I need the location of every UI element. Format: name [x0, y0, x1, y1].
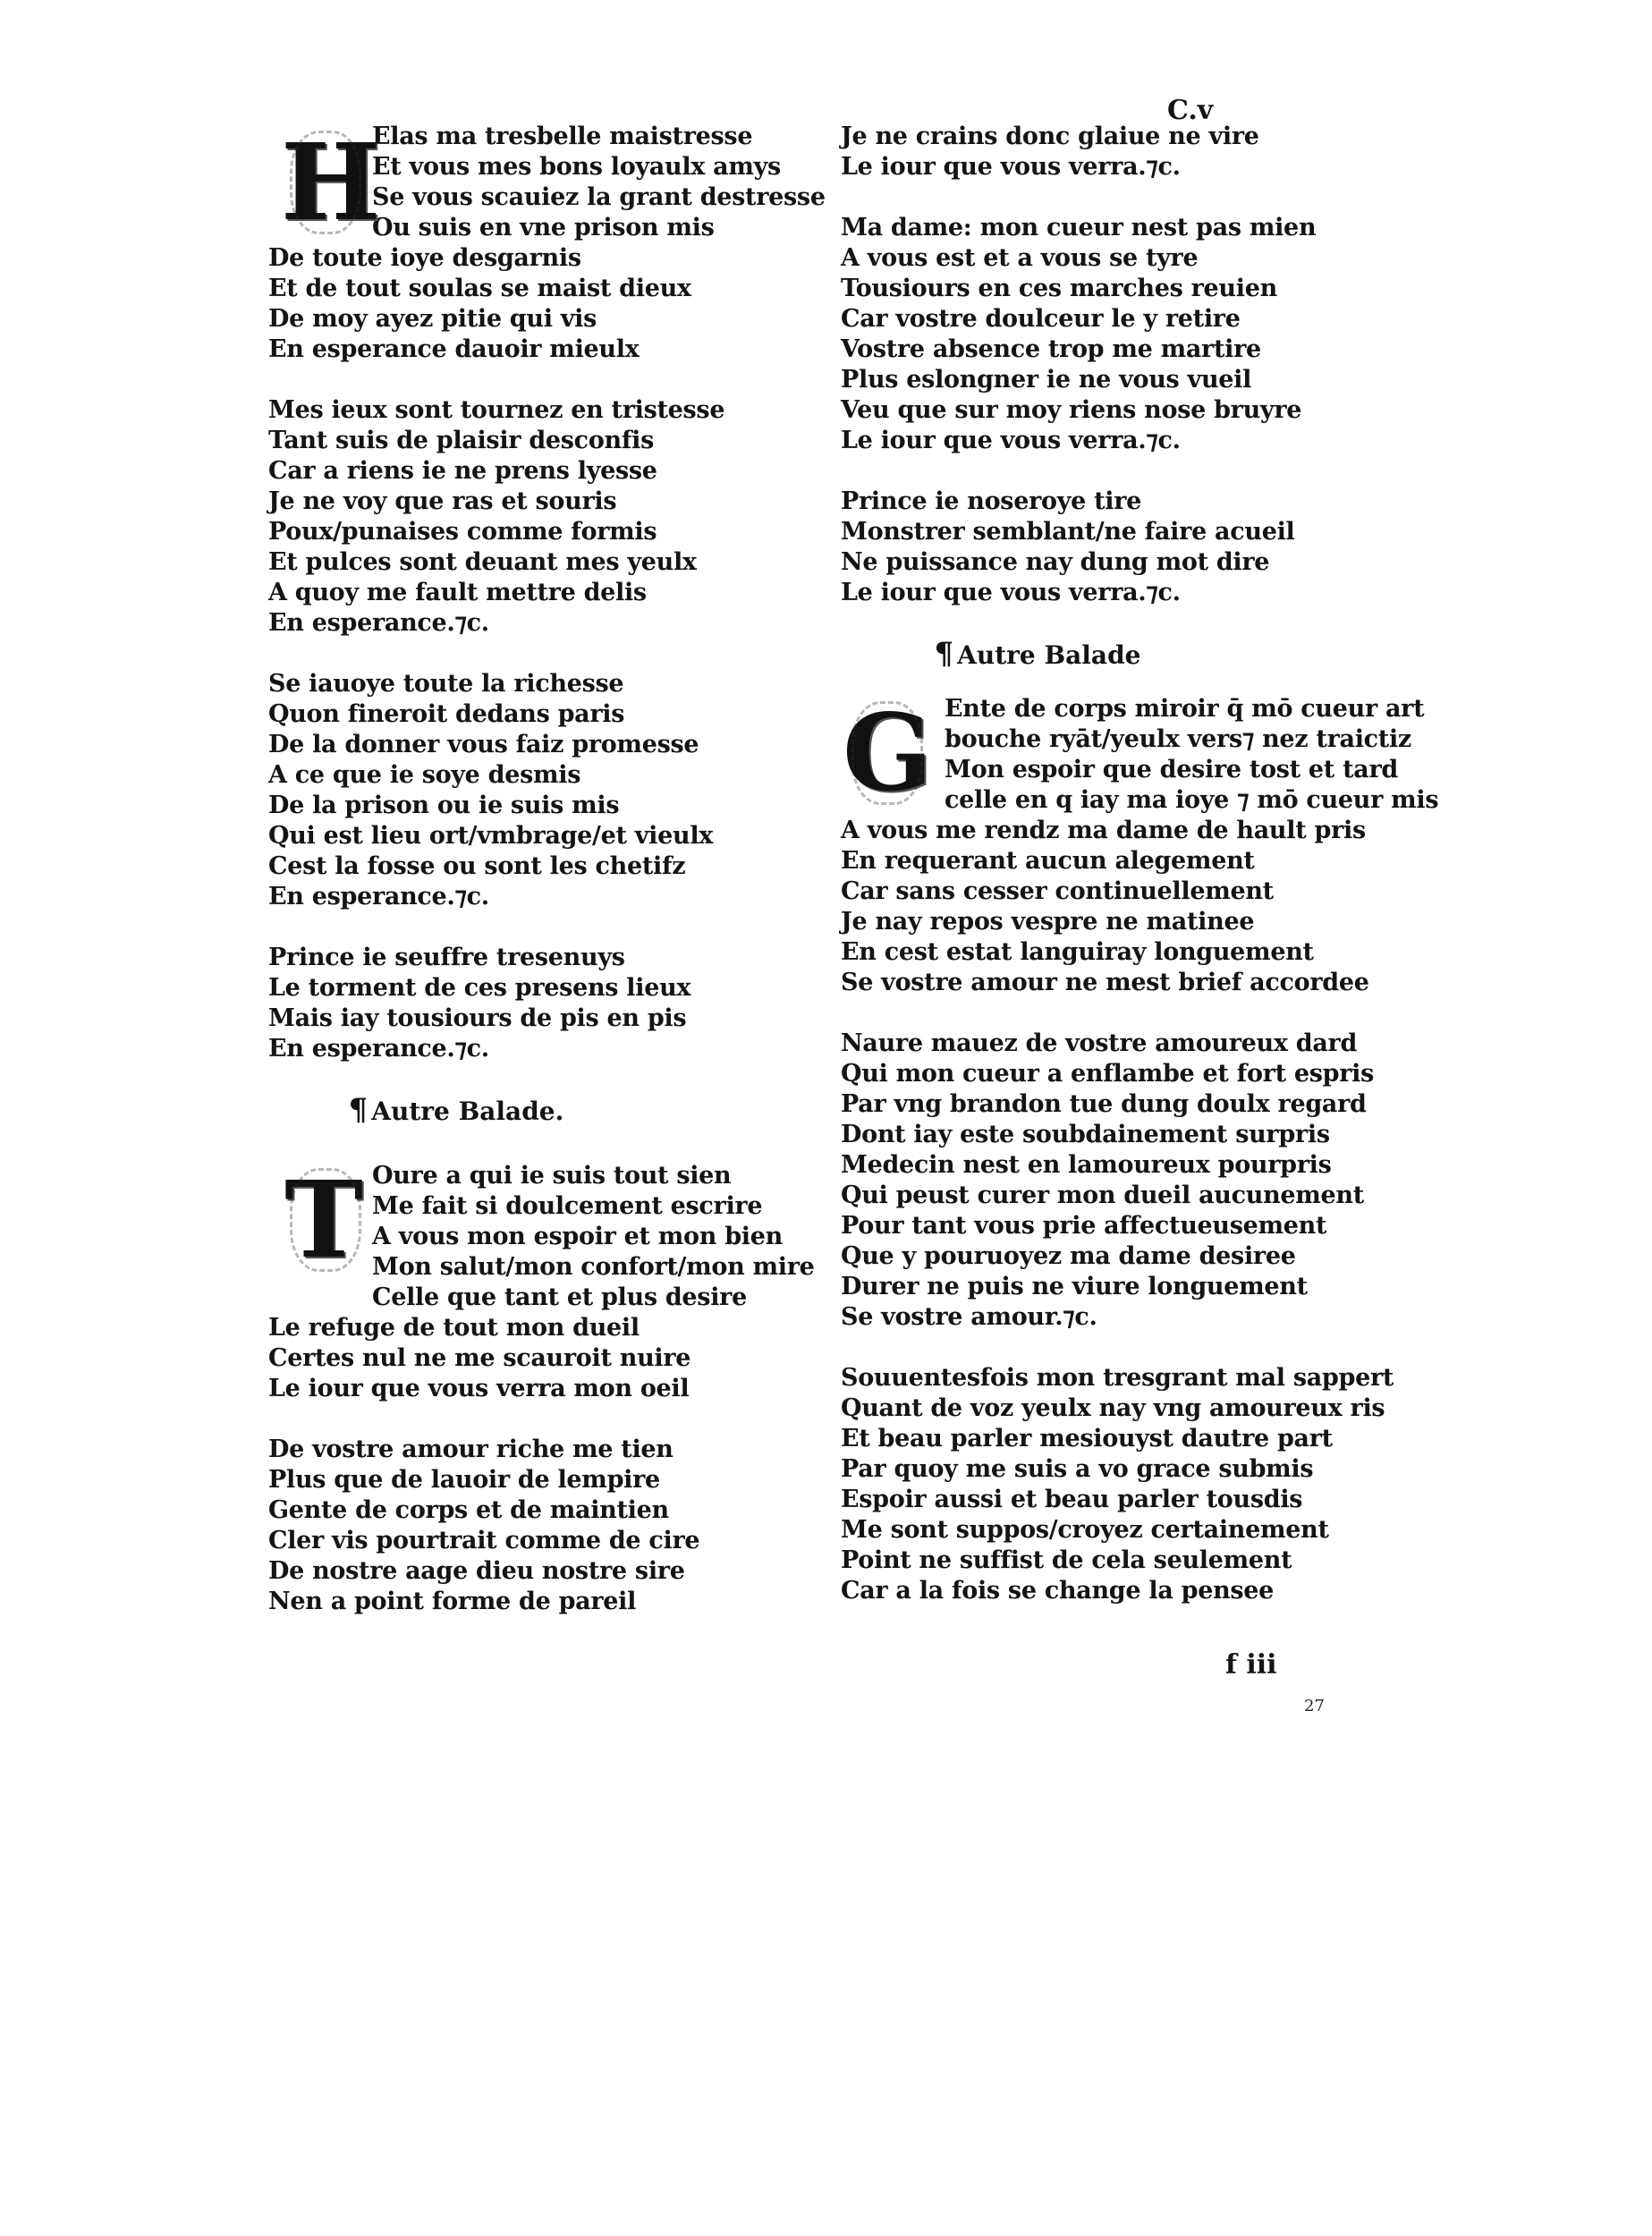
verse-line: Qui est lieu ort/vmbrage/et vieulx	[268, 822, 714, 850]
verse-line: A vous mon espoir et mon bien	[372, 1223, 783, 1250]
ballade1-stanza-2	[268, 395, 823, 639]
signature-mark-top: C.v	[1167, 95, 1214, 126]
verse-line: Se vostre amour ne mest brief accordee	[841, 969, 1369, 996]
verse-line: A vous est et a vous se tyre	[841, 244, 1199, 272]
verse-line: Tant suis de plaisir desconfis	[268, 427, 655, 454]
verse-line: Prince ie noseroye tire	[841, 487, 1142, 515]
verse-line: Point ne suffist de cela seulement	[841, 1546, 1292, 1574]
verse-line: Que y pouruoyez ma dame desiree	[841, 1242, 1296, 1270]
verse-line: bouche ryāt/yeulx vers⁊ nez traictiz	[945, 725, 1411, 753]
verse-line: Je ne crains donc glaiue ne vire	[841, 123, 1259, 150]
verse-line: Certes nul ne me scauroit nuire	[268, 1344, 691, 1372]
ballade1-envoi	[268, 943, 823, 1064]
ballade1-stanza-3	[268, 669, 823, 912]
verse-line: A quoy me fault mettre delis	[268, 579, 647, 606]
verse-line: En requerant aucun alegement	[841, 847, 1255, 875]
verse-line: Souuentesfois mon tresgrant mal sappert	[841, 1364, 1394, 1392]
verse-line: Le iour que vous verra mon oeil	[268, 1375, 690, 1402]
pilcrow-icon: ¶	[934, 636, 954, 672]
verse-line: Medecin nest en lamoureux pourpris	[841, 1151, 1332, 1179]
ballade3-stanza-2	[841, 1029, 1395, 1333]
verse-line: Mes ieux sont tournez en tristesse	[268, 396, 725, 424]
verse-line: De la prison ou ie suis mis	[268, 792, 620, 819]
verse-line: Le refuge de tout mon dueil	[268, 1314, 640, 1342]
verse-line: Mon salut/mon confort/mon mire	[372, 1253, 815, 1281]
verse-line: Plus que de lauoir de lempire	[268, 1466, 660, 1494]
pilcrow-icon: ¶	[348, 1092, 369, 1128]
verse-line: Le iour que vous verra.⁊c.	[841, 427, 1181, 454]
verse-line: En esperance dauoir mieulx	[268, 335, 640, 363]
section-heading	[268, 1092, 644, 1128]
verse-line: Qui mon cueur a enflambe et fort espris	[841, 1060, 1375, 1088]
verse-line: Car a riens ie ne prens lyesse	[268, 457, 657, 485]
decorated-initial-h: H	[281, 120, 381, 244]
verse-line: Monstrer semblant/ne faire acueil	[841, 518, 1295, 546]
verse-line: Je ne voy que ras et souris	[268, 487, 617, 515]
ballade3-stanza-3	[841, 1363, 1395, 1606]
verse-line: Me sont suppos/croyez certainement	[841, 1516, 1329, 1544]
heading-text: Autre Balade.	[371, 1097, 564, 1126]
ballade2-stanza-2	[268, 1435, 823, 1617]
verse-line: Car vostre doulceur le y retire	[841, 305, 1241, 333]
page-number: 27	[1304, 1697, 1325, 1715]
verse-line: Prince ie seuffre tresenuys	[268, 944, 625, 971]
verse-line: Cest la fosse ou sont les chetifz	[268, 852, 686, 880]
verse-line: Vostre absence trop me martire	[841, 335, 1261, 363]
verse-line: Quon fineroit dedans paris	[268, 700, 625, 728]
verse-line: Naure mauez de vostre amoureux dard	[841, 1029, 1358, 1057]
verse-line: En cest estat languiray longuement	[841, 938, 1314, 966]
verse-line: Plus eslongner ie ne vous vueil	[841, 366, 1252, 394]
continuation-stanza-2	[841, 213, 1395, 456]
verse-line: Elas ma tresbelle maistresse	[372, 123, 753, 150]
heading-text: Autre Balade	[957, 640, 1141, 670]
verse-line: Mais iay tousiours de pis en pis	[268, 1004, 687, 1032]
verse-line: Poux/punaises comme formis	[268, 518, 657, 546]
verse-line: En esperance.⁊c.	[268, 883, 489, 910]
verse-line: Veu que sur moy riens nose bruyre	[841, 396, 1302, 424]
verse-line: Dont iay este soubdainement surpris	[841, 1121, 1330, 1148]
verse-line: Par quoy me suis a vo grace submis	[841, 1455, 1314, 1483]
right-column	[841, 122, 1439, 1637]
left-column	[268, 120, 826, 1647]
verse-line: Ma dame: mon cueur nest pas mien	[841, 214, 1317, 241]
verse-line: Par vng brandon tue dung doulx regard	[841, 1090, 1367, 1118]
verse-line: Oure a qui ie suis tout sien	[372, 1162, 732, 1190]
verse-line: A ce que ie soye desmis	[268, 761, 581, 789]
verse-line: Et de tout soulas se maist dieux	[268, 275, 691, 302]
verse-line: Cler vis pourtrait comme de cire	[268, 1527, 700, 1554]
verse-line: Ente de corps miroir q̄ mō cueur art	[945, 695, 1425, 723]
verse-line: Ne puissance nay dung mot dire	[841, 548, 1270, 576]
verse-line: Gente de corps et de maintien	[268, 1496, 669, 1524]
verse-line: De la donner vous faiz promesse	[268, 731, 699, 758]
verse-line: Et vous mes bons loyaulx amys	[372, 153, 781, 181]
verse-line: Espoir aussi et beau parler tousdis	[841, 1486, 1303, 1513]
verse-line: De moy ayez pitie qui vis	[268, 305, 597, 333]
verse-line: Pour tant vous prie affectueusement	[841, 1212, 1327, 1240]
verse-line: Se iauoye toute la richesse	[268, 670, 624, 698]
verse-line: Quant de voz yeulx nay vng amoureux ris	[841, 1394, 1385, 1422]
verse-line: Le iour que vous verra.⁊c.	[841, 153, 1181, 181]
signature-mark-bottom: f iii	[1225, 1649, 1277, 1681]
verse-line: En esperance.⁊c.	[268, 609, 489, 637]
verse-line: Le iour que vous verra.⁊c.	[841, 579, 1181, 606]
verse-line: Le torment de ces presens lieux	[268, 974, 691, 1002]
verse-line: Mon espoir que desire tost et tard	[945, 756, 1398, 783]
decorated-initial-g: G	[843, 690, 933, 815]
verse-line: Se vostre amour.⁊c.	[841, 1303, 1097, 1331]
verse-line: Qui peust curer mon dueil aucunement	[841, 1182, 1364, 1209]
verse-line: Ou suis en vne prison mis	[372, 214, 715, 241]
ballade3	[841, 690, 1439, 1606]
verse-line: Celle que tant et plus desire	[372, 1283, 747, 1311]
continuation-stanza-1	[841, 122, 1395, 182]
verse-line: De toute ioye desgarnis	[268, 244, 581, 272]
verse-line: Durer ne puis ne viure longuement	[841, 1273, 1308, 1300]
verse-line: Et pulces sont deuant mes yeulx	[268, 548, 697, 576]
verse-line: Et beau parler mesiouyst dautre part	[841, 1425, 1333, 1453]
decorated-initial-t: T	[281, 1161, 367, 1279]
verse-line: celle en q iay ma ioye ⁊ mō cueur mis	[945, 786, 1439, 814]
verse-line: De vostre amour riche me tien	[268, 1436, 674, 1463]
verse-line: Me fait si doulcement escrire	[372, 1192, 763, 1220]
verse-line: Je nay repos vespre ne matinee	[841, 908, 1255, 936]
continuation-envoi	[841, 487, 1395, 608]
verse-line: Se vous scauiez la grant destresse	[372, 183, 826, 211]
verse-line: De nostre aage dieu nostre sire	[268, 1557, 685, 1585]
section-heading	[841, 636, 1234, 672]
verse-line: A vous me rendz ma dame de hault pris	[841, 817, 1366, 844]
verse-line: Nen a point forme de pareil	[268, 1588, 637, 1615]
ballade2	[268, 1157, 823, 1617]
verse-line: Car sans cesser continuellement	[841, 877, 1274, 905]
verse-line: Tousiours en ces marches reuien	[841, 275, 1277, 302]
verse-line: Car a la fois se change la pensee	[841, 1577, 1275, 1605]
verse-line: En esperance.⁊c.	[268, 1035, 489, 1063]
